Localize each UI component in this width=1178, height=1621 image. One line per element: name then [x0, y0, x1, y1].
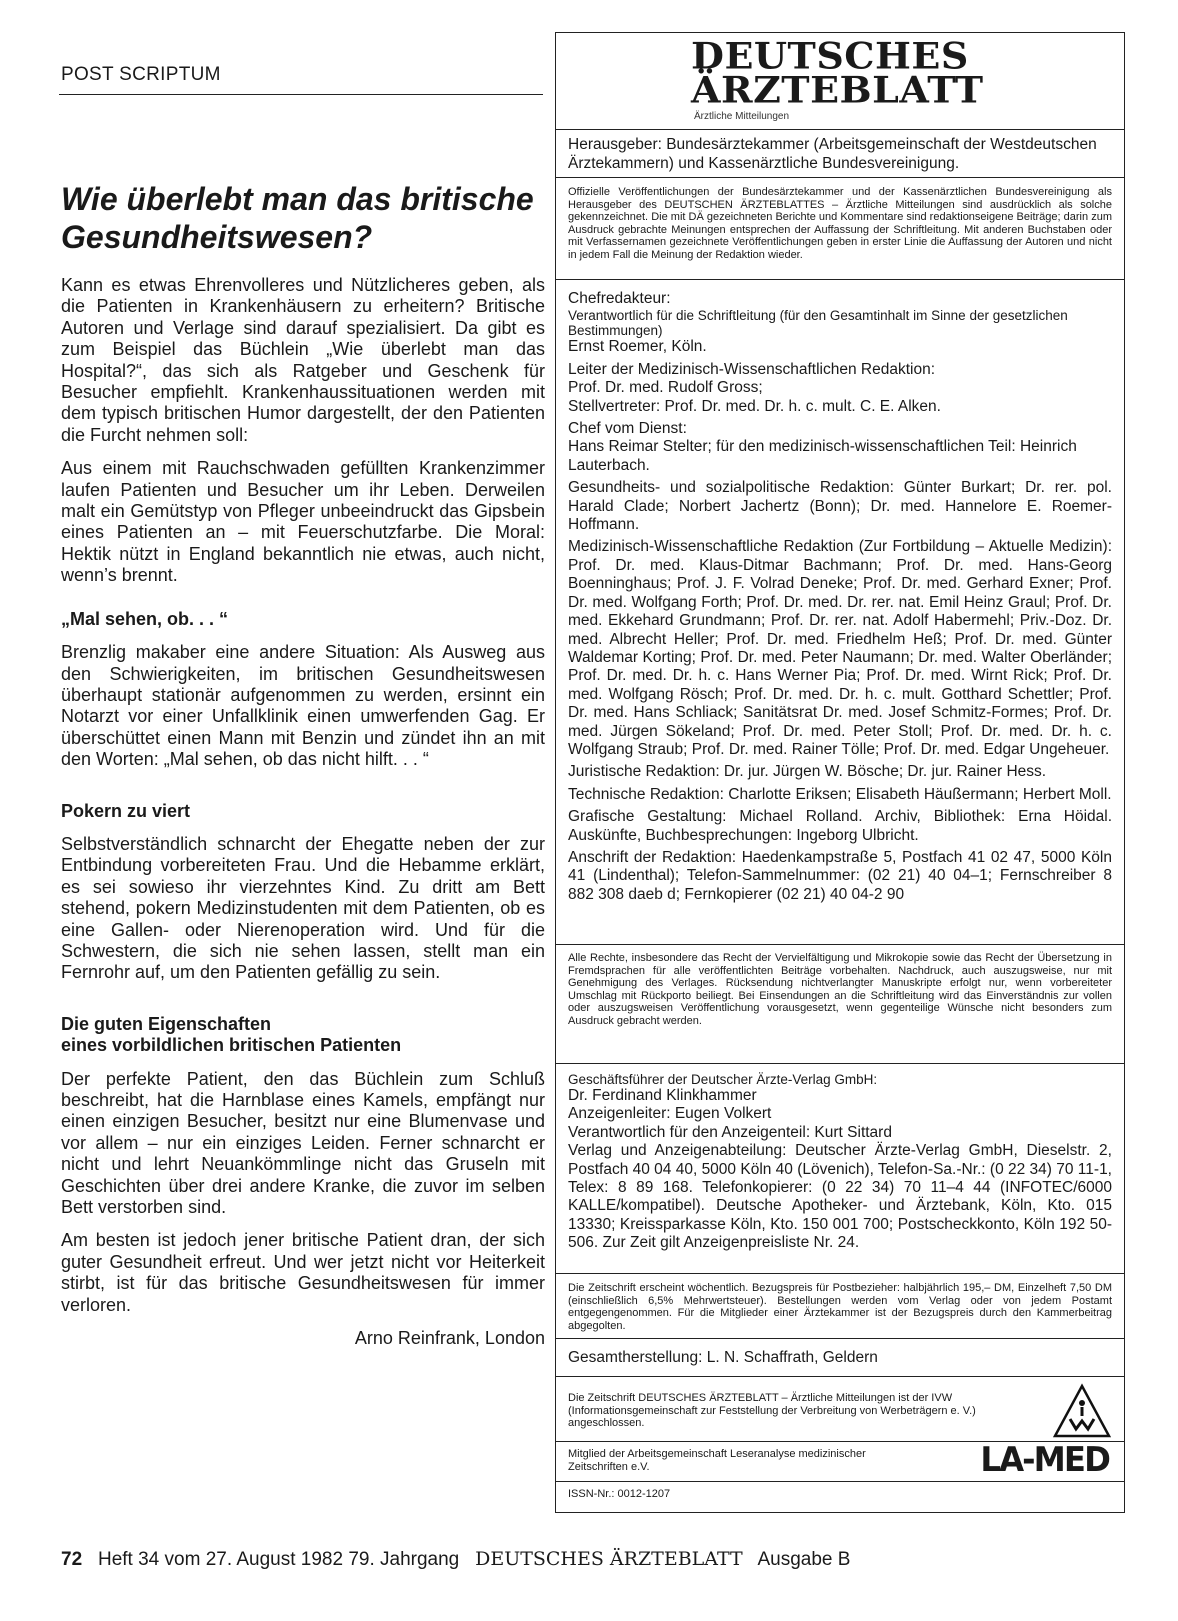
impressum-verlag	[556, 1064, 1124, 1274]
chefredakteur-desc: Verantwortlich für die Schriftleitung (für den Gesamtinhalt im Sinne der gesetzlichen Bestimmungen)	[568, 308, 1068, 339]
chef-vom-dienst-label: Chef vom Dienst:	[568, 420, 687, 438]
impressum-herausgeber	[556, 129, 1124, 178]
leiter-name: Prof. Dr. med. Rudolf Gross;	[568, 379, 763, 397]
section-label: POST SCRIPTUM	[61, 64, 221, 85]
page-number: 72	[61, 1549, 83, 1570]
paragraph-4: Am besten ist jedoch jener britische Patient dran, der sich guter Gesundheit erfreut. Und wer jetzt nicht vor Heiterkeit stirbt, ist für das britische Gesundheitswesen für immer verloren.	[61, 1230, 545, 1315]
juristische-redaktion: Juristische Redaktion: Dr. jur. Jürgen W. Bösche; Dr. jur. Rainer Hess.	[568, 763, 1047, 781]
masthead-title-line2: ÄRZTEBLATT	[691, 68, 984, 111]
ivw-triangle-icon	[1052, 1383, 1112, 1439]
impressum-redaktion	[556, 280, 1124, 945]
technische-redaktion: Technische Redaktion: Charlotte Eriksen; Elisabeth Häußermann; Herbert Moll.	[568, 785, 1112, 803]
paragraph-intro-2: Aus einem mit Rauchschwaden gefüllten Krankenzimmer laufen Patienten und Besucher um ihr Leben. Derweilen malt ein Gemütstyp von Pfleger unbeeindruckt das Gipsbein eines Patienten an – mit Feuerschutzfarbe. Die Moral: Hektik nützt in England bekanntlich nie etwas, auch nicht, wenn’s brennt.	[61, 458, 545, 586]
impressum-issn	[556, 1482, 1124, 1512]
chefredakteur-label: Chefredakteur:	[568, 290, 671, 307]
impressum-rechte	[556, 945, 1124, 1064]
issn-text: ISSN-Nr.: 0012-1207	[568, 1488, 671, 1500]
masthead	[556, 33, 1124, 130]
author-signature: Arno Reinfrank, London	[354, 1328, 545, 1349]
lamed-text: Mitglied der Arbeitsgemeinschaft Leseranalyse medizinischer Zeitschriften e.V.	[568, 1448, 866, 1473]
geschaeftsfuehrer-name: Dr. Ferdinand Klinkhammer	[568, 1087, 757, 1104]
footer-edition: Ausgabe B	[757, 1549, 851, 1570]
masthead-subtitle: Ärztliche Mitteilungen	[694, 111, 790, 122]
bezugspreis-text: Die Zeitschrift erscheint wöchentlich. Bezugspreis für Postbezieher: halbjährlich 195,– DM, Einzelheft 7,50 DM (einschließlich 6,5% Mehrwertsteuer). Bestellungen werden vom Verlag oder von jedem Postamt entgegengenommen. Für die Mitglieder einer Ärztekammer ist der Bezugspreis durch den Kammerbeitrag abgegolten.	[568, 1282, 1112, 1332]
herausgeber-text: Herausgeber: Bundesärztekammer (Arbeitsgemeinschaft der Westdeutschen Ärztekammern) und Kassenärztliche Bundesvereinigung.	[568, 136, 1097, 172]
impressum-offizielle	[556, 178, 1124, 280]
impressum-box	[555, 32, 1125, 1513]
gesundheits-redaktion: Gesundheits- und sozialpolitische Redaktion: Günter Burkart; Dr. rer. pol. Harald Clade; Norbert Jachertz (Bonn); Dr. med. Hannelore E. Roemer-Hoffmann.	[568, 479, 1112, 534]
lamed-logo: LA-MED	[980, 1440, 1109, 1481]
subheading-mal-sehen: „Mal sehen, ob. . . “	[61, 608, 229, 629]
verlag-anzeigen: Verlag und Anzeigenabteilung: Deutscher Ärzte-Verlag GmbH, Dieselstr. 2, Postfach 40 04 40, 5000 Köln 40 (Lövenich), Telefon-Sa.-Nr.: (0 22 34) 70 11-1, Telex: 8 89 168. Telefonkopierer: (0 22 34) 70 11–4 44 (INFOTEC/6000 KALLE/kompatibel). Deutsche Apotheker- und Ärztebank, Köln, Kto. 015 13330; Kreissparkasse Köln, Kto. 150 001 700; Postscheckkonto, Köln 192 50-506. Zur Zeit gilt Anzeigenpreisliste Nr. 24.	[568, 1142, 1112, 1252]
anzeigenteil: Verantwortlich für den Anzeigenteil: Kurt Sittard	[568, 1123, 892, 1141]
leiter-label: Leiter der Medizinisch-Wissenschaftlichen Redaktion:	[568, 360, 935, 378]
rechte-text: Alle Rechte, insbesondere das Recht der Vervielfältigung und Mikrokopie sowie das Recht der Übersetzung in Fremdsprachen für alle veröffentlichten Beiträge vorbehalten. Nachdruck, auch auszugsweise, nur mit Genehmigung des Verlages. Rücksendung nichtverlangter Manuskripte erfolgt nur, wenn vorbereiteter Umschlag mit Rückporto beiliegt. Bei Einsendungen an die Schriftleitung wird das Einverständnis zur vollen oder auszugsweisen Veröffentlichung vorausgesetzt, wenn gegenteilige Wünsche nicht besonders zum Ausdruck gebracht werden.	[568, 952, 1112, 1027]
subheading-eigenschaften	[61, 1014, 545, 1057]
ivw-text: Die Zeitschrift DEUTSCHES ÄRZTEBLATT – Ärztliche Mitteilungen ist der IVW (Informationsgemeinschaft zur Feststellung der Verbreitung von Werbeträgern e. V.) angeschlossen.	[568, 1392, 976, 1430]
issue-info: Heft 34 vom 27. August 1982 79. Jahrgang	[97, 1549, 460, 1570]
anschrift-redaktion: Anschrift der Redaktion: Haedenkampstraße 5, Postfach 41 02 47, 5000 Köln 41 (Lindenthal); Telefon-Sammelnummer: (02 21) 40 04–1; Fernschreiber 8 882 308 daeb d; Fernkopierer (02 21) 40 04-2 90	[568, 848, 1112, 903]
paragraph-3: Der perfekte Patient, den das Büchlein zum Schluß beschreibt, hat die Harnblase eines Kamels, empfängt nur einen einzigen Besucher, besitzt nur eine Blumenvase und vor allem – nur ein einziges Leiden. Ferner schnarcht er nicht und lehrt Neuankömmlinge nicht das Gruseln mit Geschichten über drei andere Kranke, die zuvor im selben Bett verstorben sind.	[61, 1068, 545, 1218]
impressum-ivw	[556, 1377, 1124, 1442]
medwiss-redaktion: Medizinisch-Wissenschaftliche Redaktion (Zur Fortbildung – Aktuelle Medizin): Prof. Dr. med. Klaus-Ditmar Bachmann; Prof. Dr. med. Hans-Georg Boenninghaus; Prof. J. F. Volrad Deneke; Prof. Dr. med. Gerhard Exner; Prof. Dr. med. Wolfgang Forth; Prof. Dr. med. Dr. rer. nat. Emil Heinz Graul; Prof. Dr. med. Ekkehard Grundmann; Prof. Dr. rer. nat. Adolf Habermehl; Priv.-Doz. Dr. med. Albrecht Heller; Prof. Dr. med. Friedhelm Heß; Prof. Dr. med. Günter Waldemar Korting; Prof. Dr. med. Peter Naumann; Dr. med. Walter Oberländer; Prof. Dr. med. Dr. h. c. Hans Werner Pia; Prof. Dr. med. Wirnt Rick; Prof. Dr. med. Wolfgang Rösch; Prof. Dr. med. Dr. h. c. mult. Gotthard Schettler; Prof. Dr. med. Hans Schliack; Sanitätsrat Dr. med. Josef Schmitz-Formes; Prof. Dr. med. Jürgen Sökeland; Prof. Dr. med. Peter Stoll; Prof. Dr. med. Dr. h. c. Wolfgang Straub; Prof. Dr. med. Rainer Tölle; Prof. Dr. med. Edgar Ungeheuer.	[568, 538, 1112, 758]
gesamtherstellung-text: Gesamtherstellung: L. N. Schaffrath, Geldern	[568, 1349, 878, 1366]
impressum-gesamtherstellung	[556, 1339, 1124, 1377]
grafische-gestaltung: Grafische Gestaltung: Michael Rolland. Archiv, Bibliothek: Erna Höidal. Auskünfte, Buchbesprechungen: Ingeborg Ulbricht.	[568, 808, 1112, 844]
paragraph-1: Brenzlig makaber eine andere Situation: Als Ausweg aus den Schwierigkeiten, im britischen Gesundheitswesen überhaupt stationär aufgenommen zu werden, ersinnt ein Notarzt vor einer Unfallklinik einen umwerfenden Gag. Er überschüttet einen Mann mit Benzin und zündet ihn an mit den Worten: „Mal sehen, ob das nicht hilft. . . “	[61, 642, 545, 770]
masthead-title-line1: DEUTSCHES	[691, 34, 969, 77]
footer-journal-name: DEUTSCHES ÄRZTEBLATT	[475, 1548, 743, 1570]
chef-vom-dienst-name: Hans Reimar Stelter; für den medizinisch-wissenschaftlichen Teil: Heinrich Lauterbach.	[568, 438, 1077, 474]
geschaeftsfuehrer-label: Geschäftsführer der Deutscher Ärzte-Verlag GmbH:	[568, 1072, 878, 1087]
stellvertreter: Stellvertreter: Prof. Dr. med. Dr. h. c. mult. C. E. Alken.	[568, 397, 941, 415]
chefredakteur-name: Ernst Roemer, Köln.	[568, 338, 707, 356]
paragraph-2: Selbstverständlich schnarcht der Ehegatte neben der zur Entbindung vorbereiteten Frau. Und die Hebamme erklärt, es sei sowieso ihr vierzehntes Kind. Zu dritt am Bett stehend, pokern Medizinstudenten mit dem Patienten, ob es eine Gallen- oder Nierenoperation wird. Und für die Schwestern, die sich nie sehen lassen, stellt man ein Fernrohr auf, um den Patienten gefällig zu sein.	[61, 833, 545, 983]
subheading-eigenschaften-line2: eines vorbildlichen britischen Patienten	[61, 1035, 402, 1056]
page-footer	[61, 1548, 850, 1571]
article-title: Wie überlebt man das britische Gesundheitswesen?	[61, 181, 534, 255]
article-body	[61, 275, 545, 1349]
anzeigenleiter: Anzeigenleiter: Eugen Volkert	[568, 1105, 772, 1123]
offizielle-text: Offizielle Veröffentlichungen der Bundesärztekammer und der Kassenärztlichen Bundesvereinigung als Herausgeber des DEUTSCHEN ÄRZTEBLATTES – Ärztliche Mitteilungen sind ausdrücklich als solche gekennzeichnet. Die mit DÄ gezeichneten Berichte und Kommentare sind redaktionseigene Beiträge; darin zum Ausdruck gebrachte Meinungen entsprechen der Auffassung der Schriftleitung. Mit anderen Buchstaben oder mit Verfassernamen gezeichnete Veröffentlichungen geben in erster Linie die Auffassung der Autoren und nicht in jedem Fall die Meinung der Redaktion wieder.	[568, 186, 1112, 261]
impressum-bezugspreis	[556, 1274, 1124, 1339]
impressum-lamed	[556, 1442, 1124, 1482]
paragraph-intro-1: Kann es etwas Ehrenvolleres und Nützlicheres geben, als die Patienten in Krankenhäusern zu erheitern? Britische Autoren und Verlage sind darauf spezialisiert. Da gibt es zum Beispiel das Büchlein „Wie überlebt man das Hospital?“, das sich als Ratgeber und Geschenk für Besucher empfiehlt. Krankenhaussituationen werden mit dem typisch britischen Humor dargestellt, der den Patienten die Furcht nehmen soll:	[61, 275, 545, 445]
subheading-pokern: Pokern zu viert	[61, 800, 191, 821]
subheading-eigenschaften-line1: Die guten Eigenschaften	[61, 1013, 272, 1034]
section-rule	[59, 94, 543, 95]
